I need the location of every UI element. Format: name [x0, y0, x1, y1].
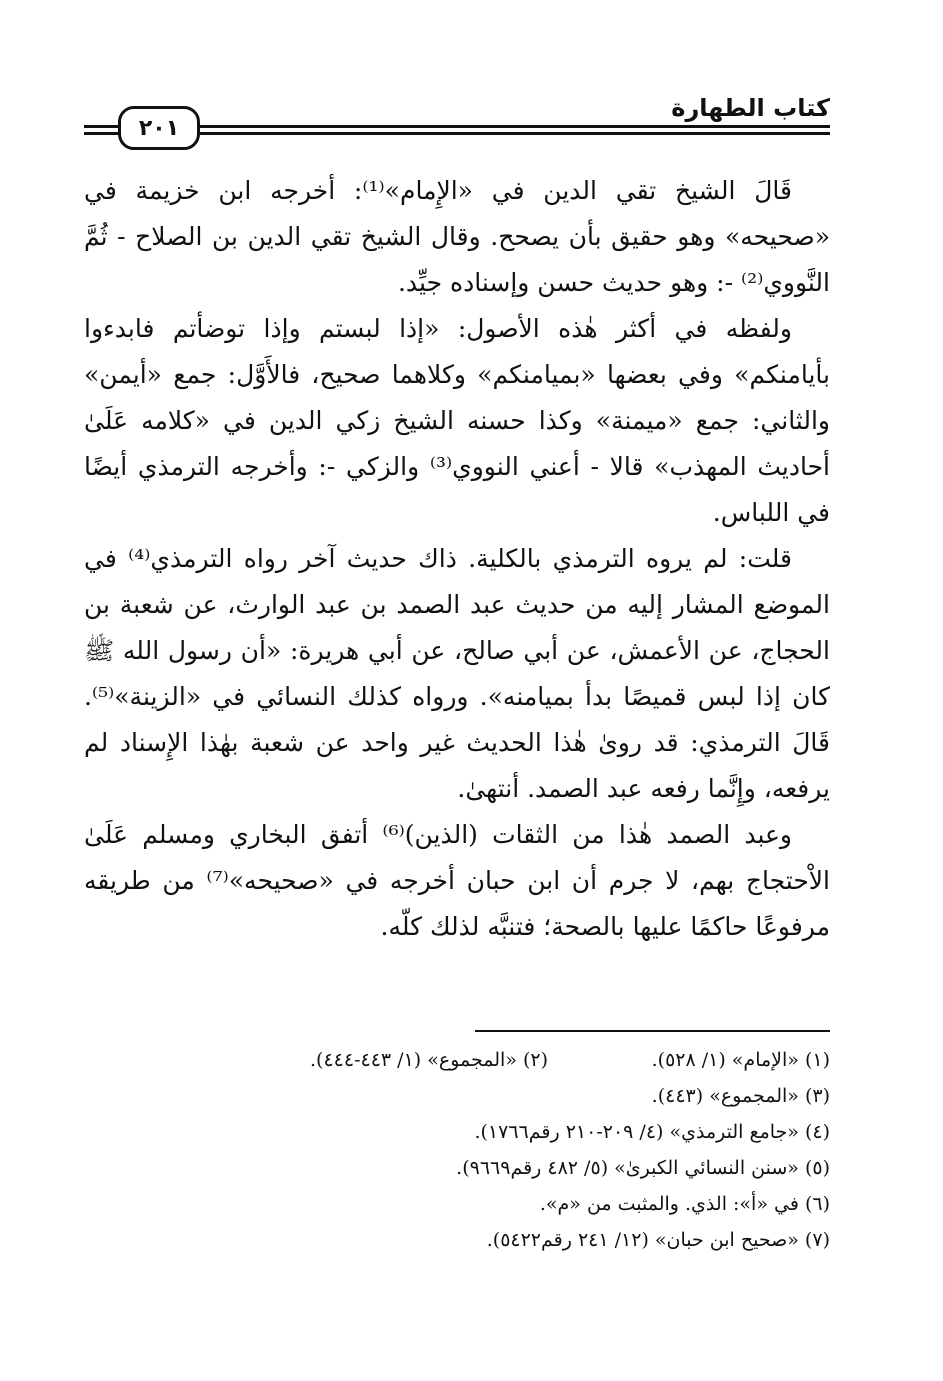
main-text — [84, 168, 830, 950]
paragraph: قَالَ الشيخ تقي الدين في «الإِمام»⁽¹⁾: أخرجه ابن خزيمة في «صحيحه» وهو حقيق بأن يصحح. وقال الشيخ تقي الدين بن الصلاح - ثُمَّ النَّووي⁽²⁾ -: وهو حديث حسن وإسناده جيِّد. — [84, 176, 830, 297]
paragraph: ولفظه في أكثر هٰذه الأصول: «إذا لبستم وإذا توضأتم فابدءوا بأيامنكم» وفي بعضها «بميامنكم» وكلاهما صحيح، فالأَوَّل: جمع «أيمن» والثاني: جمع «ميمنة» وكذا حسنه الشيخ زكي الدين في «كلامه عَلَىٰ أحاديث المهذب» قالا - أعني النووي⁽³⁾ والزكي -: وأخرجه الترمذي أيضًا في اللباس. — [84, 314, 830, 527]
footnote: (٢) «المجموع» (١/ ٤٤٣-٤٤٤). — [310, 1049, 549, 1071]
footnote: (١) «الإمام» (١/ ٥٢٨). — [651, 1049, 830, 1071]
chapter-title: كتاب الطهارة — [671, 94, 830, 122]
page-header — [84, 90, 830, 140]
footnote: (٧) «صحيح ابن حبان» (١٢/ ٢٤١ رقم٥٤٢٢). — [486, 1229, 830, 1251]
page-number-text: ٢٠١ — [138, 115, 180, 141]
paragraph: قلت: لم يروه الترمذي بالكلية. ذاك حديث آخر رواه الترمذي⁽⁴⁾ في الموضع المشار إليه من حديث عبد الصمد بن عبد الوارث، عن شعبة بن الحجاج، عن الأعمش، عن أبي صالح، عن أبي هريرة: «أن رسول الله ﷺ كان إذا لبس قميصًا بدأ بميامنه». ورواه كذلك النسائي في «الزينة»⁽⁵⁾. قَالَ الترمذي: قد روىٰ هٰذا الحديث غير واحد عن شعبة بهٰذا الإِسناد لم يرفعه، وإِنَّما رفعه عبد الصمد. أنتهىٰ. — [84, 544, 830, 803]
footnote-row — [310, 1042, 830, 1078]
footnote: (٣) «المجموع» (٤٤٣). — [651, 1085, 830, 1107]
footnotes — [84, 1042, 830, 1258]
footnote: (٦) في «أ»: الذي. والمثبت من «م». — [539, 1193, 830, 1215]
page-number — [118, 106, 200, 150]
footnote-separator — [475, 1030, 830, 1032]
footnote: (٤) «جامع الترمذي» (٤/ ٢٠٩-٢١٠ رقم١٧٦٦). — [474, 1121, 830, 1143]
paragraph: وعبد الصمد هٰذا من الثقات (الذين)⁽⁶⁾ أتفق البخاري ومسلم عَلَىٰ الاْحتجاج بهم، لا جرم أن ابن حبان أخرجه في «صحيحه»⁽⁷⁾ من طريقه مرفوعًا حاكمًا عليها بالصحة؛ فتنبَّه لذلك كلّه. — [84, 820, 830, 941]
footnote: (٥) «سنن النسائي الكبرىٰ» (٥/ ٤٨٢ رقم٩٦٦٩). — [456, 1157, 830, 1179]
